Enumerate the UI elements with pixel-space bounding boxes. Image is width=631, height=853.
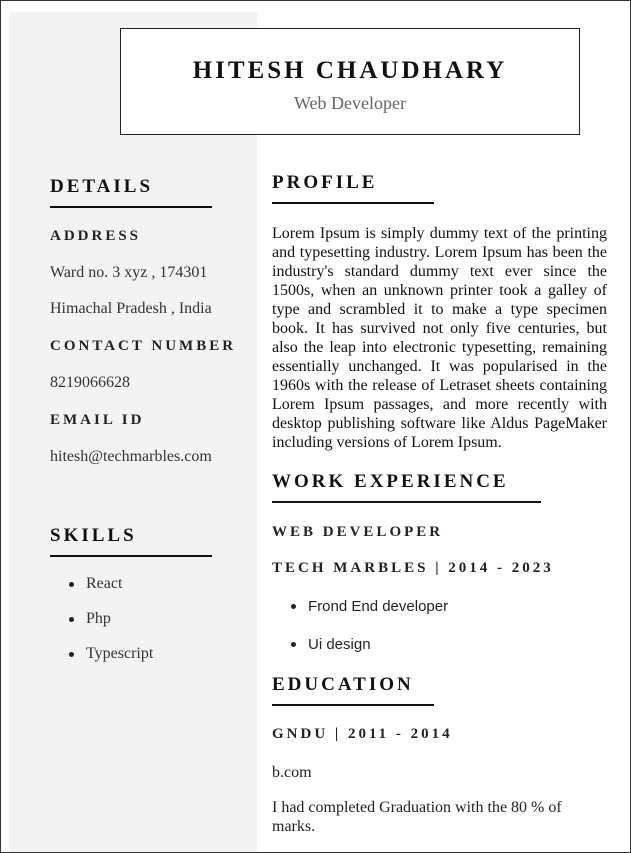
contact-label: CONTACT NUMBER [50, 338, 237, 354]
work-duties-list [308, 598, 448, 674]
skill-item [86, 610, 153, 645]
profile-divider [272, 202, 434, 204]
address-line-2: Himachal Pradesh , India [50, 300, 212, 317]
education-institution: GNDU | 2011 - 2014 [272, 726, 453, 742]
bullet-icon [69, 582, 74, 587]
company-period: TECH MARBLES | 2014 - 2023 [272, 560, 554, 576]
education-degree: b.com [272, 764, 312, 781]
profile-heading: PROFILE [272, 172, 378, 193]
details-divider [50, 206, 212, 208]
work-experience-heading: WORK EXPERIENCE [272, 471, 509, 492]
skill-label: Typescript [86, 645, 154, 662]
skills-divider [50, 555, 212, 557]
skill-label: Php [86, 610, 111, 627]
skills-heading: SKILLS [50, 525, 137, 546]
work-duty-label: Ui design [308, 636, 371, 653]
contact-value: 8219066628 [50, 374, 130, 391]
work-duty-label: Frond End developer [308, 598, 449, 615]
skill-item [86, 575, 153, 610]
job-title: WEB DEVELOPER [272, 524, 444, 540]
education-divider [272, 704, 434, 706]
education-description: I had completed Graduation with the 80 % of marks. [272, 799, 562, 835]
email-value: hitesh@techmarbles.com [50, 448, 212, 465]
bullet-icon [291, 642, 296, 647]
bullet-icon [291, 604, 296, 609]
address-line-1: Ward no. 3 xyz , 174301 [50, 264, 208, 281]
email-label: EMAIL ID [50, 412, 145, 428]
skill-label: React [86, 575, 123, 592]
candidate-name: HITESH CHAUDHARY [192, 57, 508, 84]
profile-text: Lorem Ipsum is simply dummy text of the printing and typesetting industry. Lorem Ipsum has been the industry's standard dummy text ever since the 1500s, when an unknown printer took a galley of type and scrambled it to make a type specimen book. It has survived not only five centuries, but also the leap into electronic typesetting, remaining essentially unchanged. It was popularised in the 1960s with the release of Letraset sheets containing Lorem Ipsum passages, and more recently with desktop publishing software like Aldus PageMaker including versions of Lorem Ipsum. [272, 225, 607, 451]
candidate-role: Web Developer [294, 93, 406, 113]
education-heading: EDUCATION [272, 674, 414, 695]
work-duty-item [308, 598, 448, 636]
bullet-icon [69, 617, 74, 622]
work-experience-divider [272, 501, 541, 503]
bullet-icon [69, 652, 74, 657]
address-label: ADDRESS [50, 228, 142, 244]
skills-list [86, 575, 153, 680]
skill-item [86, 645, 153, 680]
details-heading: DETAILS [50, 176, 154, 197]
work-duty-item [308, 636, 448, 674]
header-box [120, 28, 580, 135]
